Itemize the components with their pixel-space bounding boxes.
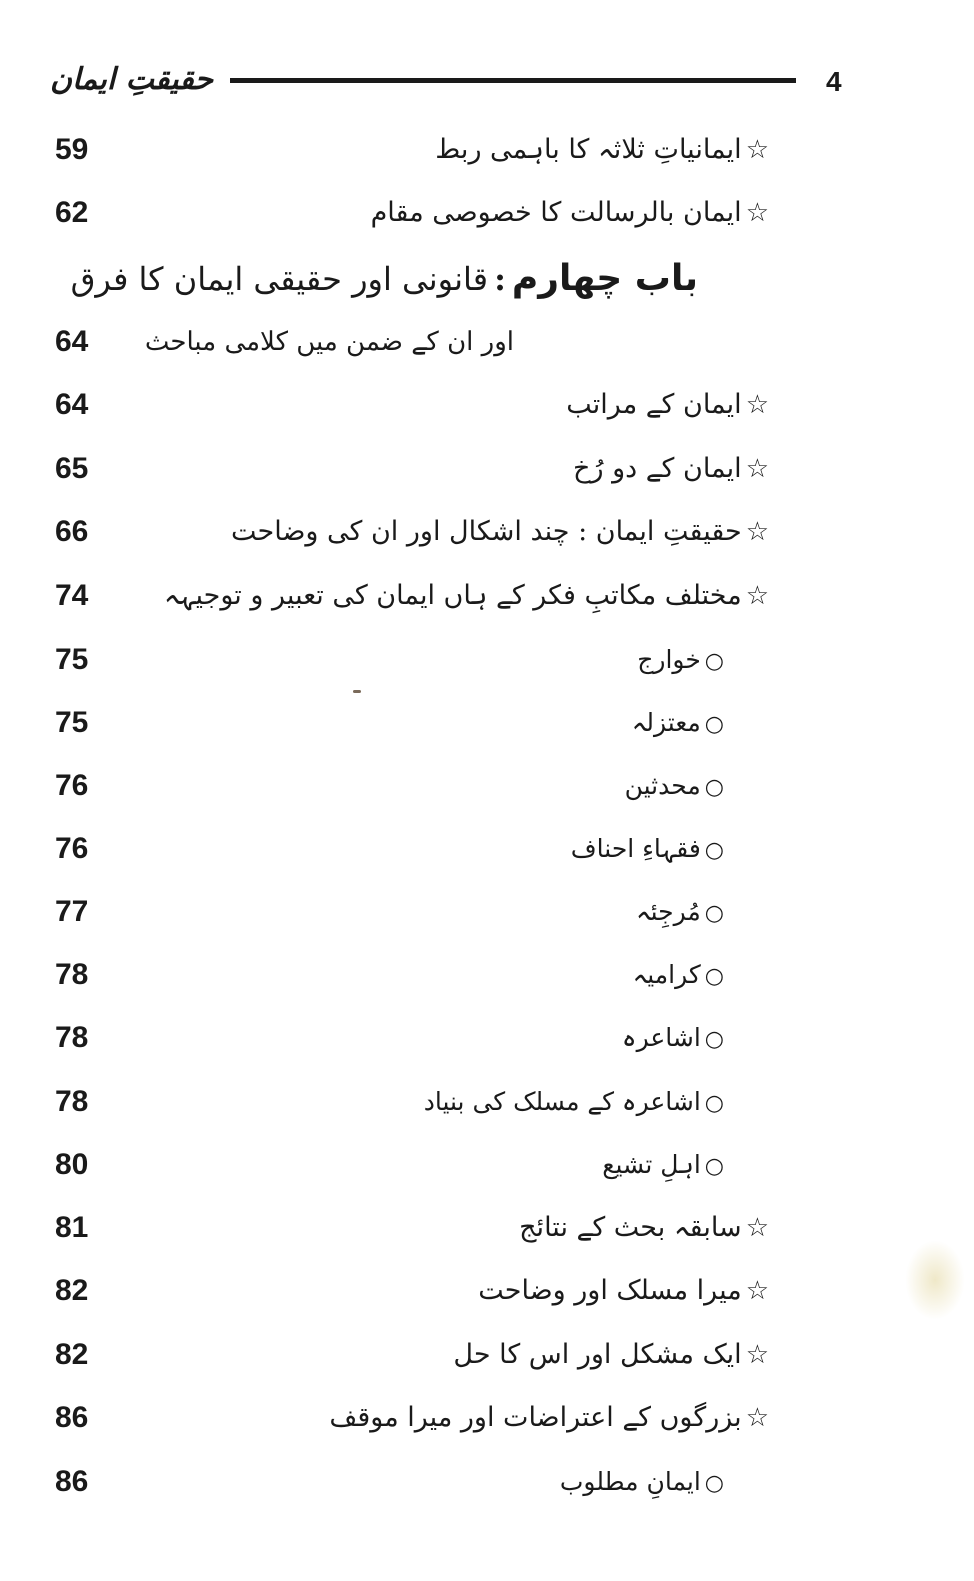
toc-entry xyxy=(0,703,974,753)
chapter-heading xyxy=(71,254,698,304)
toc-entry-text-wrap xyxy=(164,576,769,616)
toc-entry xyxy=(0,1462,974,1512)
star-bullet-icon: ☆ xyxy=(745,1213,769,1243)
toc-entry-text-wrap xyxy=(329,1398,769,1438)
toc-entry-title: اشاعرہ xyxy=(621,1023,701,1052)
toc-page-number: 76 xyxy=(55,832,89,865)
toc-entry xyxy=(0,1145,974,1195)
circle-bullet-icon: ○ xyxy=(704,964,724,989)
toc-entry-title: اشاعرہ کے مسلک کی بنیاد xyxy=(423,1087,701,1116)
toc-entry xyxy=(0,322,974,372)
toc-entry xyxy=(0,385,974,435)
toc-entry-title: حقیقتِ ایمان : چند اشکال اور ان کی وضاحت xyxy=(231,516,742,547)
toc-entry-text-wrap xyxy=(424,1082,724,1124)
toc-entry-text-wrap xyxy=(633,955,724,997)
circle-bullet-icon: ○ xyxy=(704,1154,724,1179)
star-bullet-icon: ☆ xyxy=(745,390,769,420)
circle-bullet-icon: ○ xyxy=(704,1091,724,1116)
toc-entry-title: مختلف مکاتبِ فکر کے ہاں ایمان کی تعبیر و توجیہہ xyxy=(163,580,742,611)
star-bullet-icon: ☆ xyxy=(745,135,769,165)
toc-entry-title: فقہاءِ احناف xyxy=(570,834,701,863)
toc-entry xyxy=(0,1271,974,1321)
toc-entry-text-wrap xyxy=(566,385,769,425)
toc-page-number: 75 xyxy=(55,643,89,676)
toc-entry xyxy=(0,955,974,1005)
toc-entry xyxy=(0,1335,974,1385)
running-header-title: حقیقتِ ایمان xyxy=(50,62,214,97)
circle-bullet-icon: ○ xyxy=(704,1471,724,1496)
toc-page-number: 78 xyxy=(55,1021,89,1054)
toc-entry xyxy=(0,640,974,690)
toc-entry xyxy=(0,1018,974,1068)
toc-entry-text-wrap xyxy=(573,449,769,489)
toc-entry-title: میرا مسلک اور وضاحت xyxy=(478,1275,742,1306)
toc-entry xyxy=(0,1208,974,1258)
toc-entry-title: بزرگوں کے اعتراضات اور میرا موقف xyxy=(329,1402,742,1433)
toc-page-number: 77 xyxy=(55,895,89,928)
toc-entry-title: اور ان کے ضمن میں کلامی مباحث xyxy=(144,327,514,357)
chapter-label: باب چهارم xyxy=(511,258,698,299)
toc-entry xyxy=(0,766,974,816)
circle-bullet-icon: ○ xyxy=(704,712,724,737)
toc-entry-title: ایمانِ مطلوب xyxy=(559,1467,701,1496)
toc-page-number: 64 xyxy=(55,388,89,421)
toc-entry-title: محدثین xyxy=(624,771,701,800)
toc-entry-text-wrap xyxy=(622,1018,724,1060)
star-bullet-icon: ☆ xyxy=(745,517,769,547)
circle-bullet-icon: ○ xyxy=(704,1027,724,1052)
toc-entry-text-wrap xyxy=(478,1271,769,1311)
toc-page-number: 78 xyxy=(55,1085,89,1118)
header-rule xyxy=(230,78,796,83)
toc-page-number: 59 xyxy=(55,133,89,166)
toc-entry-title: کرامیہ xyxy=(632,960,701,989)
ink-speck xyxy=(353,690,361,693)
toc-entry-title: سابقہ بحث کے نتائج xyxy=(519,1212,742,1243)
toc-entry-text-wrap xyxy=(519,1208,769,1248)
toc-entry xyxy=(0,829,974,879)
toc-page-number: 80 xyxy=(55,1148,89,1181)
toc-entry-text-wrap xyxy=(602,1145,724,1187)
star-bullet-icon: ☆ xyxy=(745,198,769,228)
toc-entry-title: مُرجِئہ xyxy=(635,897,701,926)
toc-page-number: 78 xyxy=(55,958,89,991)
circle-bullet-icon: ○ xyxy=(704,901,724,926)
star-bullet-icon: ☆ xyxy=(745,454,769,484)
toc-entry-title: خوارج xyxy=(637,645,701,674)
toc-page-number: 66 xyxy=(55,515,89,548)
toc-entry-text-wrap xyxy=(636,892,724,934)
toc-entry xyxy=(0,449,974,499)
toc-page-number: 75 xyxy=(55,706,89,739)
toc-page-number: 81 xyxy=(55,1211,89,1244)
toc-entry-text-wrap xyxy=(632,703,724,745)
toc-page-number: 65 xyxy=(55,452,89,485)
toc-entry-text-wrap xyxy=(231,512,769,552)
toc-entry-text-wrap xyxy=(571,829,724,871)
toc-entry-title: ایک مشکل اور اس کا حل xyxy=(453,1339,742,1370)
circle-bullet-icon: ○ xyxy=(704,838,724,863)
star-bullet-icon: ☆ xyxy=(745,1340,769,1370)
toc-entry-text-wrap xyxy=(637,640,724,682)
star-bullet-icon: ☆ xyxy=(745,1276,769,1306)
toc-page-number: 82 xyxy=(55,1338,89,1371)
toc-entry xyxy=(0,512,974,562)
toc-page-number: 86 xyxy=(55,1401,89,1434)
toc-entry-title: ایمانیاتِ ثلاثہ کا باہمی ربط xyxy=(435,134,742,165)
toc-entry-text-wrap xyxy=(145,322,514,362)
star-bullet-icon: ☆ xyxy=(745,581,769,611)
toc-entry-text-wrap xyxy=(560,1462,724,1504)
toc-page-number: 64 xyxy=(55,325,89,358)
toc-entry-title: معتزلہ xyxy=(631,708,701,737)
toc-entry-title: ایمان کے دو رُخ xyxy=(573,453,742,484)
toc-entry-text-wrap xyxy=(435,130,769,170)
toc-page-number: 86 xyxy=(55,1465,89,1498)
toc-entry-text-wrap xyxy=(371,193,769,233)
toc-entry-title: ایمان بالرسالت کا خصوصی مقام xyxy=(370,197,742,228)
toc-entry xyxy=(0,193,974,243)
chapter-separator: : xyxy=(494,260,506,298)
circle-bullet-icon: ○ xyxy=(704,775,724,800)
toc-entry xyxy=(0,576,974,626)
chapter-title: قانونی اور حقیقی ایمان کا فرق xyxy=(70,260,489,298)
toc-entry xyxy=(0,1082,974,1132)
toc-page-number: 76 xyxy=(55,769,89,802)
toc-entry-title: اہلِ تشیع xyxy=(602,1150,701,1179)
toc-entry-title: ایمان کے مراتب xyxy=(566,389,742,420)
toc-page-number: 74 xyxy=(55,579,89,612)
toc-page-number: 62 xyxy=(55,196,89,229)
toc-entry xyxy=(0,130,974,180)
toc-entry xyxy=(0,1398,974,1448)
toc-page-number: 82 xyxy=(55,1274,89,1307)
toc-entry xyxy=(0,892,974,942)
toc-entry-text-wrap xyxy=(453,1335,769,1375)
star-bullet-icon: ☆ xyxy=(745,1403,769,1433)
page-number: 4 xyxy=(826,66,842,97)
circle-bullet-icon: ○ xyxy=(704,649,724,674)
toc-entry-text-wrap xyxy=(625,766,724,808)
